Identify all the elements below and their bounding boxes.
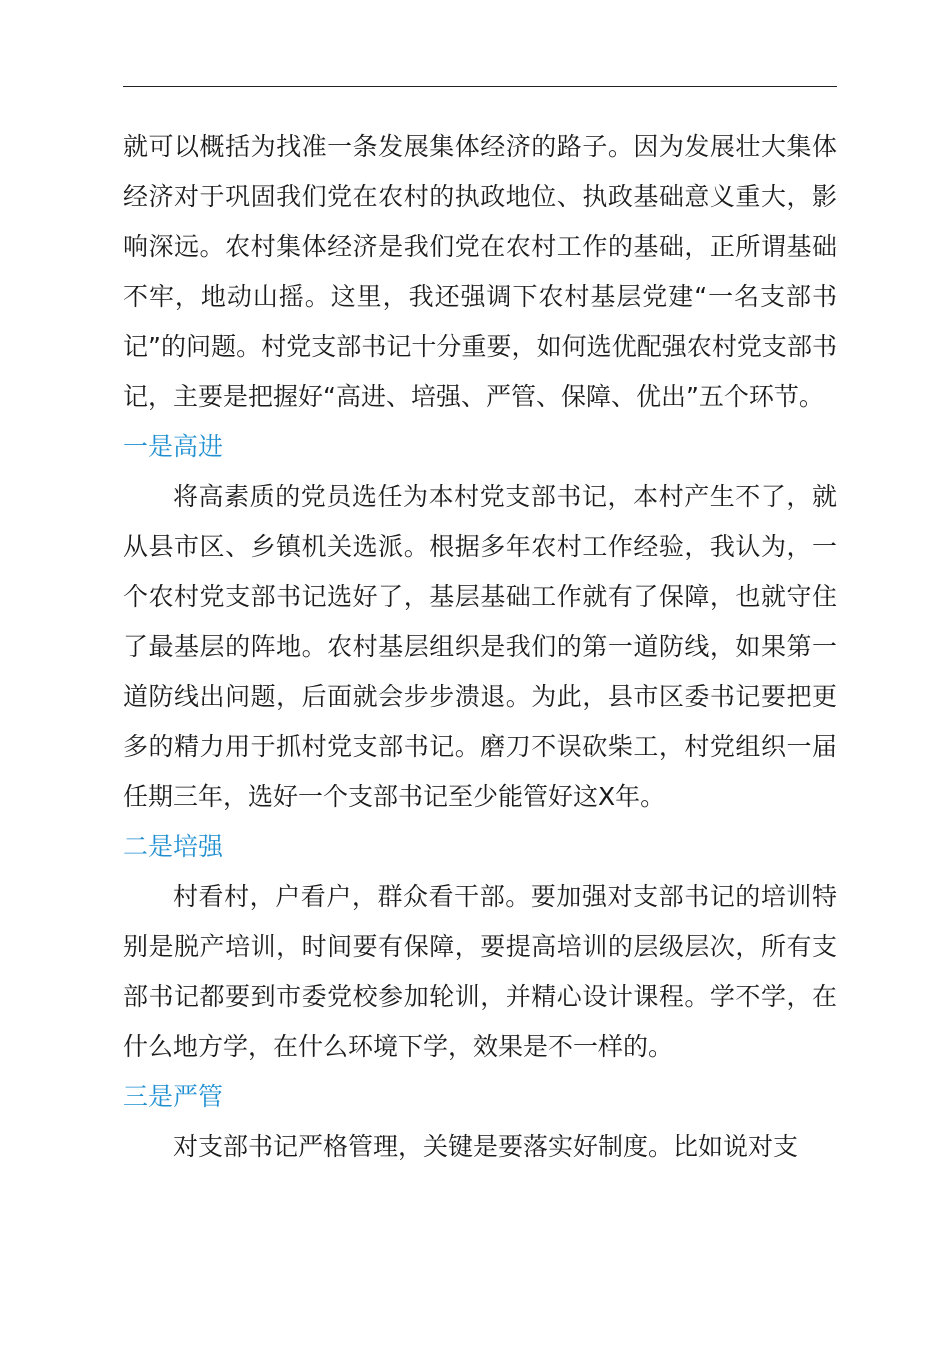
document-body bbox=[123, 122, 837, 1172]
intro-paragraph: 就可以概括为找准一条发展集体经济的路子。因为发展壮大集体经济对于巩固我们党在农村的执政地位、执政基础意义重大，影响深远。农村集体经济是我们党在农村工作的基础，正所谓基础不牢，地动山摇。这里，我还强调下农村基层党建“一名支部书记”的问题。村党支部书记十分重要，如何选优配强农村党支部书记，主要是把握好“高进、培强、严管、保障、优出”五个环节。 bbox=[123, 132, 837, 411]
section-heading-peiqiang: 二是培强 bbox=[123, 832, 224, 861]
section-body-yanguan: 对支部书记严格管理，关键是要落实好制度。比如说对支 bbox=[173, 1132, 799, 1161]
header-rule bbox=[123, 86, 837, 87]
section-body-gaojin: 将高素质的党员选任为本村党支部书记，本村产生不了，就从县市区、乡镇机关选派。根据多年农村工作经验，我认为，一个农村党支部书记选好了，基层基础工作就有了保障，也就守住了最基层的阵地。农村基层组织是我们的第一道防线，如果第一道防线出问题，后面就会步步溃退。为此，县市区委书记要把更多的精力用于抓村党支部书记。磨刀不误砍柴工，村党组织一届任期三年，选好一个支部书记至少能管好这X年。 bbox=[123, 482, 837, 811]
section-heading-yanguan: 三是严管 bbox=[123, 1082, 224, 1111]
section-heading-gaojin: 一是高进 bbox=[123, 432, 224, 461]
section-body-peiqiang: 村看村，户看户，群众看干部。要加强对支部书记的培训特别是脱产培训，时间要有保障，要提高培训的层级层次，所有支部书记都要到市委党校参加轮训，并精心设计课程。学不学，在什么地方学，在什么环境下学，效果是不一样的。 bbox=[123, 882, 837, 1061]
